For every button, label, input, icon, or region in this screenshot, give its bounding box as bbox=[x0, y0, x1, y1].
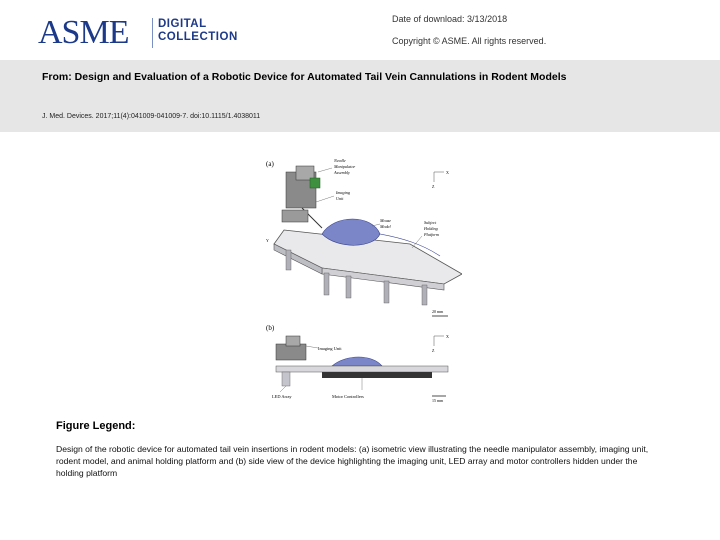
label-assembly: Assembly bbox=[334, 170, 350, 175]
label-platform: Platform bbox=[424, 232, 439, 237]
figure-legend-text: Design of the robotic device for automated tail vein insertions in rodent models: (a) isometric view illustrating the needle manipulator assembly, imaging unit, rodent model, and animal holding platform and (b) side view of the device highlighting the imaging unit, LED array and motor controllers hidden under the holding platform bbox=[56, 444, 649, 478]
axis-a-y-label: Y bbox=[266, 238, 269, 243]
download-meta bbox=[392, 14, 546, 58]
axes-a bbox=[434, 172, 444, 182]
logo-divider bbox=[152, 18, 153, 48]
scale-b-label: 15 mm bbox=[432, 398, 444, 403]
axis-b-x-label: X bbox=[446, 334, 449, 339]
label-unit: Unit bbox=[336, 196, 344, 201]
logo-digital-text: DIGITAL bbox=[158, 18, 207, 30]
axis-a-z-label: Z bbox=[432, 184, 435, 189]
panel-b-label: (b) bbox=[266, 324, 275, 332]
axis-b-z-label: Z bbox=[432, 348, 435, 353]
article-title: From: Design and Evaluation of a Robotic Device for Automated Tail Vein Cannulations in Rodent Models bbox=[42, 71, 567, 83]
article-citation: J. Med. Devices. 2017;11(4):041009-041009-7. doi:10.1115/1.4038011 bbox=[42, 113, 261, 120]
asme-logo bbox=[38, 12, 248, 54]
label-needle: Needle bbox=[334, 158, 346, 163]
logo-asme-text: ASME bbox=[38, 14, 129, 51]
label-subject: Subject bbox=[424, 220, 437, 225]
label-manipulator: Manipulator bbox=[334, 164, 356, 169]
logo-collection-text: COLLECTION bbox=[158, 31, 238, 43]
needle-manipulator-shape bbox=[282, 166, 322, 228]
axis-a-x-label: X bbox=[446, 170, 449, 175]
label-holding: Holding bbox=[424, 226, 438, 231]
panel-a-label: (a) bbox=[266, 160, 274, 168]
download-date: Date of download: 3/13/2018 bbox=[392, 14, 508, 24]
label-motor-controllers: Motor Controllers bbox=[332, 394, 364, 399]
label-mouse: Mouse bbox=[380, 218, 392, 223]
logo-digital-collection bbox=[158, 18, 238, 44]
copyright-notice: Copyright © ASME. All rights reserved. bbox=[392, 36, 547, 46]
label-led-array: LED Array bbox=[272, 394, 292, 399]
label-imaging: Imaging bbox=[336, 190, 350, 195]
figure-image bbox=[262, 152, 462, 408]
figure-legend-title: Figure Legend: bbox=[56, 420, 136, 432]
label-model: Model bbox=[380, 224, 391, 229]
scale-a-label: 20 mm bbox=[432, 309, 444, 314]
label-imaging-unit: Imaging Unit bbox=[318, 346, 342, 351]
